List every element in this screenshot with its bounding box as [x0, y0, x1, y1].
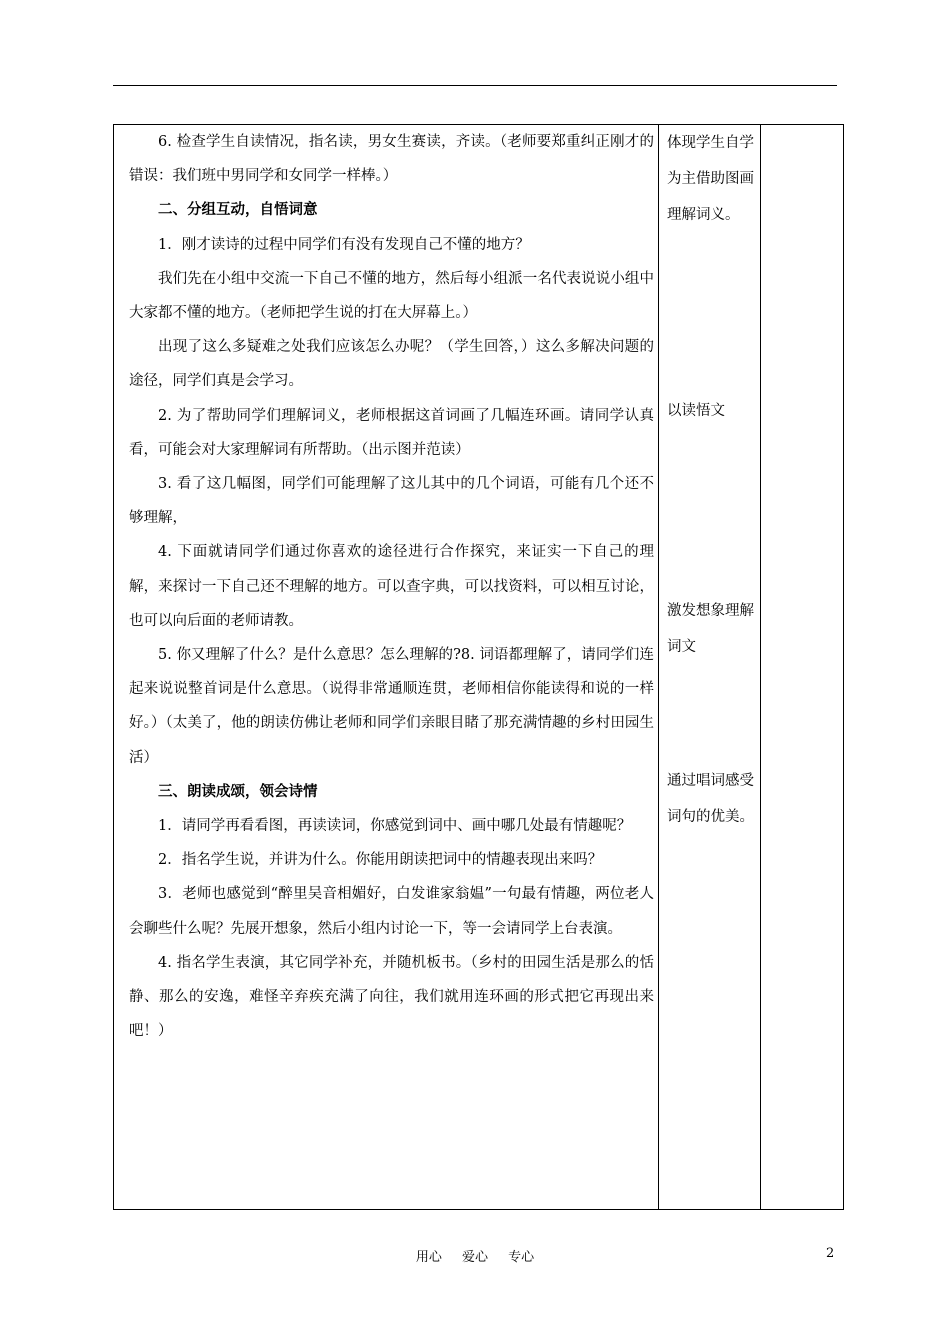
header-rule [113, 85, 837, 86]
section-heading: 三、朗读成颂，领会诗情 [158, 782, 318, 800]
column-divider-1 [658, 125, 659, 1209]
design-note: 体现学生自学为主借助图画理解词义。 [667, 135, 754, 223]
paragraph: 1．刚才读诗的过程中同学们有没有发现自己不懂的地方？ [158, 236, 530, 253]
paragraph: 1．请同学再看看图，再读读词，你感觉到词中、画中哪几处最有情趣呢？ [158, 818, 632, 835]
paragraph: 2．指名学生说，并讲为什么。你能用朗读把词中的情趣表现出来吗？ [158, 852, 603, 869]
paragraph: 5. 你又理解了什么？是什么意思？怎么理解的?8. 词语都理解了，请同学们连起来说说整首词是什么意思。（说得非常通顺连贯，老师相信你能读得和说的一样好。）（太美了，他的朗读仿佛让老师和同学们亲眼目睹了那充满情趣的乡村田园生活） [129, 647, 654, 766]
lesson-plan-table [113, 124, 844, 1210]
paragraph: 4. 下面就请同学们通过你喜欢的途径进行合作探究，来证实一下自己的理解，来探讨一下自己还不理解的地方。可以查字典，可以找资料，可以相互讨论，也可以向后面的老师请教。 [129, 544, 654, 629]
paragraph: 2. 为了帮助同学们理解词义，老师根据这首词画了几幅连环画。请同学认真看，可能会对大家理解词有所帮助。（出示图并范读） [129, 407, 654, 458]
footer-motto-2: 爱心 [461, 1250, 488, 1265]
column-divider-2 [760, 125, 761, 1209]
design-note: 以读悟文 [667, 403, 725, 419]
teaching-process-cell [129, 125, 654, 1048]
paragraph: 出现了这么多疑难之处我们应该怎么办呢？（学生回答，）这么多解决问题的途径，同学们真是会学习。 [129, 339, 654, 390]
paragraph: 3．老师也感觉到“醉里吴音相媚好，白发谁家翁媪”一句最有情趣，两位老人会聊些什么呢？先展开想象，然后小组内讨论一下，等一会请同学上台表演。 [129, 886, 654, 937]
paragraph: 4. 指名学生表演，其它同学补充，并随机板书。（乡村的田园生活是那么的恬静、那么的安逸，难怪辛弃疾充满了向往，我们就用连环画的形式把它再现出来吧！） [129, 954, 654, 1040]
footer-motto-3: 专心 [508, 1250, 535, 1265]
paragraph: 6. 检查学生自读情况，指名读，男女生赛读，齐读。（老师要郑重纠正刚才的错误：我们班中男同学和女同学一样棒。） [129, 134, 654, 185]
page-number: 2 [826, 1246, 835, 1261]
paragraph: 我们先在小组中交流一下自己不懂的地方，然后每小组派一名代表说说小组中大家都不懂的地方。（老师把学生说的打在大屏幕上。） [129, 270, 654, 322]
design-note: 通过唱词感受词句的优美。 [667, 773, 754, 825]
design-note: 激发想象理解词文 [667, 603, 754, 655]
paragraph: 3. 看了这几幅图，同学们可能理解了这儿其中的几个词语，可能有几个还不够理解， [129, 476, 654, 527]
footer-motto-1: 用心 [415, 1250, 442, 1265]
page-footer [0, 1246, 950, 1265]
section-heading: 二、分组互动，自悟词意 [158, 201, 318, 219]
